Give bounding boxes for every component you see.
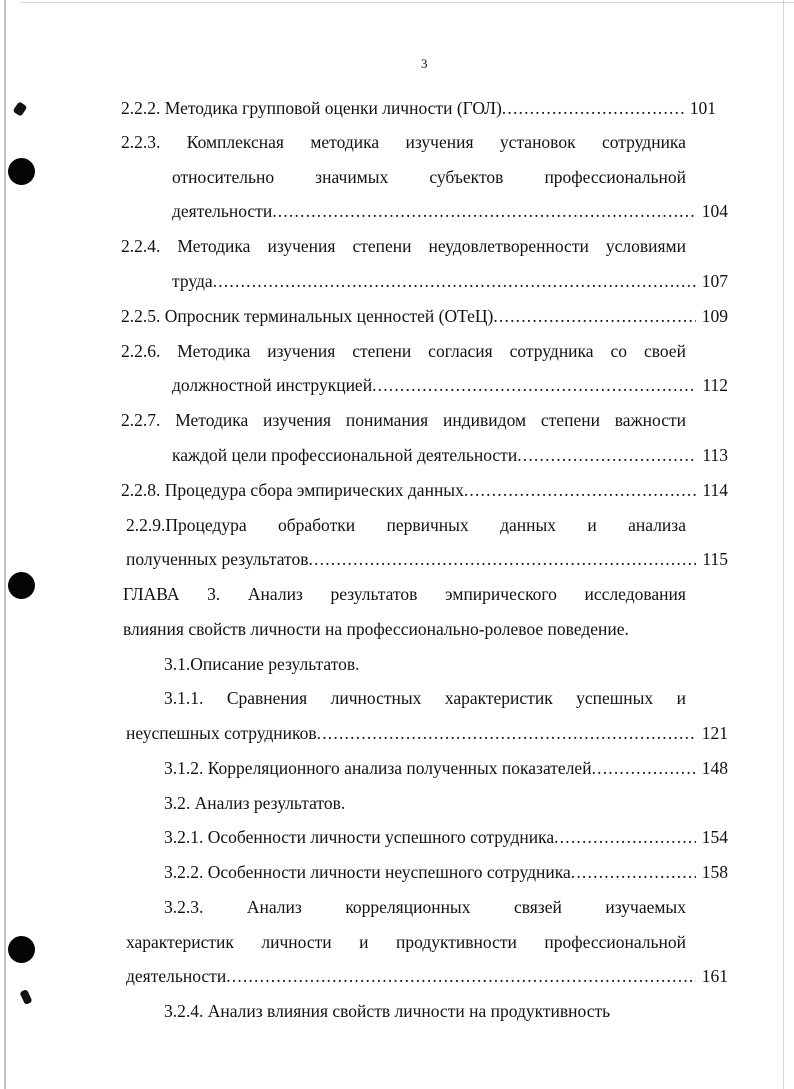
word: понимания	[345, 410, 429, 430]
word: личностных	[330, 688, 422, 708]
word: личности	[261, 932, 332, 952]
word: значимых	[315, 167, 389, 187]
scan-speck	[19, 989, 32, 1005]
toc-page-number: 154	[701, 827, 728, 847]
word: 2.2.7.	[121, 410, 161, 430]
word: исследования	[584, 584, 686, 604]
word: и	[587, 515, 597, 535]
word: неудовлетворенности	[428, 236, 589, 256]
word: степени	[352, 236, 412, 256]
toc-page-number: 114	[702, 480, 728, 500]
word: характеристик	[126, 932, 234, 952]
word: изучения	[263, 410, 332, 430]
word: анализа	[628, 515, 686, 535]
word: методика	[310, 132, 380, 152]
dot-leader	[502, 97, 684, 119]
toc-page-number: 113	[702, 445, 728, 465]
page-number: 3	[421, 56, 428, 71]
toc-entry-title: 2.2.2. Методика групповой оценки личности (ГОЛ)	[121, 98, 502, 118]
toc-entry-title: полученных результатов	[126, 549, 309, 569]
word: профессиональной	[544, 932, 686, 952]
toc-entry-2-2-8	[121, 479, 728, 501]
toc-page-number: 107	[701, 271, 728, 291]
word: индивидом	[443, 410, 527, 430]
toc-page-number: 148	[701, 758, 728, 778]
toc-entry-3-1-1	[126, 722, 728, 744]
toc-page-number: 161	[701, 966, 728, 986]
toc-entry-3-2-4: 3.2.4. Анализ влияния свойств личности на продуктивность	[164, 1001, 611, 1021]
word: изучения	[267, 341, 336, 361]
toc-entry-title: должностной инструкцией	[172, 375, 373, 395]
word: 2.2.6.	[121, 341, 161, 361]
chapter-3-title-line-2: влияния свойств личности на профессионально-ролевое поведение.	[123, 619, 629, 639]
word: данных	[500, 515, 556, 535]
word: эмпирического	[445, 584, 557, 604]
toc-page-number: 121	[701, 723, 728, 743]
toc-entry-title: труда	[172, 271, 213, 291]
toc-entry-2-2-2	[121, 97, 716, 119]
toc-entry-2-2-7	[172, 444, 728, 466]
toc-entry-title: неуспешных сотрудников	[126, 723, 317, 743]
word: и	[676, 688, 686, 708]
word: 3.2.3.	[164, 897, 204, 917]
toc-entry-2-2-5	[121, 305, 728, 327]
word: и	[359, 932, 369, 952]
punch-hole-2	[8, 572, 35, 599]
dot-leader	[554, 826, 696, 848]
toc-entry-3-2-3	[126, 965, 728, 987]
word: 3.	[207, 584, 221, 604]
word: Анализ	[247, 584, 303, 604]
word: Методика	[177, 341, 251, 361]
toc-entry-2-2-6-line-1	[121, 340, 686, 362]
toc-entry-2-2-3-line-1	[121, 131, 686, 153]
word: 2.2.4.	[121, 236, 161, 256]
dot-leader	[308, 548, 696, 570]
word: Комплексная	[186, 132, 284, 152]
chapter-3-title-line-1	[123, 583, 686, 605]
word: обработки	[277, 515, 356, 535]
dot-leader	[592, 757, 696, 779]
word: продуктивности	[396, 932, 517, 952]
toc-entry-3-2-2	[164, 861, 728, 883]
toc-entry-3-2: 3.2. Анализ результатов.	[164, 793, 346, 813]
toc-entry-3-1: 3.1.Описание результатов.	[164, 654, 360, 674]
word: субъектов	[429, 167, 504, 187]
scan-speck	[12, 101, 27, 117]
word: сотрудника	[509, 341, 594, 361]
dot-leader	[493, 305, 695, 327]
scan-edge-top	[20, 2, 794, 3]
word: Сравнения	[226, 688, 308, 708]
toc-entry-3-2-1	[164, 826, 728, 848]
toc-entry-title: 2.2.5. Опросник терминальных ценностей (ОТеЦ)	[121, 306, 494, 326]
scan-edge-right	[783, 0, 784, 1089]
dot-leader	[464, 479, 697, 501]
word: установок	[499, 132, 576, 152]
toc-entry-2-2-9	[126, 548, 728, 570]
dot-leader	[272, 200, 696, 222]
word: степени	[540, 410, 600, 430]
dot-leader	[317, 722, 696, 744]
word: профессиональной	[544, 167, 686, 187]
toc-entry-3-2-3-line-1	[164, 896, 686, 918]
word: 2.2.9.Процедура	[126, 515, 247, 535]
toc-page-number: 112	[702, 375, 728, 395]
toc-entry-2-2-7-line-1	[121, 409, 686, 431]
toc-entry-2-2-4	[172, 270, 728, 292]
toc-entry-2-2-4-line-1	[121, 235, 686, 257]
word: Анализ	[246, 897, 302, 917]
word: степени	[352, 341, 412, 361]
word: Методика	[177, 236, 251, 256]
word: сотрудника	[601, 132, 686, 152]
toc-entry-3-2-3-line-2	[126, 931, 686, 953]
toc-entry-title: деятельности	[126, 966, 227, 986]
toc-page-number: 115	[702, 549, 728, 569]
word: изучения	[405, 132, 474, 152]
toc-entry-title: каждой цели профессиональной деятельности	[172, 445, 518, 465]
word: изучения	[267, 236, 336, 256]
toc-entry-2-2-3	[172, 200, 728, 222]
word: изучаемых	[605, 897, 686, 917]
toc-entry-3-1-1-line-1	[164, 687, 686, 709]
toc-page-number: 109	[701, 306, 728, 326]
punch-hole-1	[8, 158, 35, 185]
word: согласия	[428, 341, 493, 361]
toc-page-number: 158	[701, 862, 728, 882]
toc-entry-title: 3.1.2. Корреляционного анализа полученных показателей	[164, 758, 592, 778]
toc-entry-2-2-9-line-1	[126, 514, 686, 536]
word: Методика	[175, 410, 249, 430]
toc-entry-2-2-3-line-2	[172, 166, 686, 188]
word: корреляционных	[345, 897, 471, 917]
scan-edge-left	[4, 0, 6, 1089]
word: своей	[643, 341, 686, 361]
dot-leader	[517, 444, 696, 466]
word: со	[610, 341, 628, 361]
word: связей	[513, 897, 562, 917]
dot-leader	[213, 270, 696, 292]
word: характеристик	[444, 688, 553, 708]
toc-entry-3-1-2	[164, 757, 728, 779]
dot-leader	[571, 861, 696, 883]
word: 3.1.1.	[164, 688, 204, 708]
punch-hole-3	[8, 936, 35, 963]
word: условиями	[605, 236, 686, 256]
word: 2.2.3.	[121, 132, 161, 152]
toc-entry-title: 3.2.2. Особенности личности неуспешного сотрудника	[164, 862, 571, 882]
toc-page-number: 101	[689, 98, 716, 118]
dot-leader	[372, 374, 696, 396]
word: результатов	[330, 584, 418, 604]
toc-entry-title: 2.2.8. Процедура сбора эмпирических данных	[121, 480, 464, 500]
toc-entry-title: деятельности	[172, 201, 273, 221]
dot-leader	[226, 965, 696, 987]
word: относительно	[172, 167, 275, 187]
word: важности	[614, 410, 686, 430]
word: ГЛАВА	[123, 584, 180, 604]
toc-page-number: 104	[701, 201, 728, 221]
word: первичных	[386, 515, 469, 535]
toc-entry-title: 3.2.1. Особенности личности успешного сотрудника	[164, 827, 555, 847]
toc-entry-2-2-6	[172, 374, 728, 396]
word: успешных	[576, 688, 654, 708]
